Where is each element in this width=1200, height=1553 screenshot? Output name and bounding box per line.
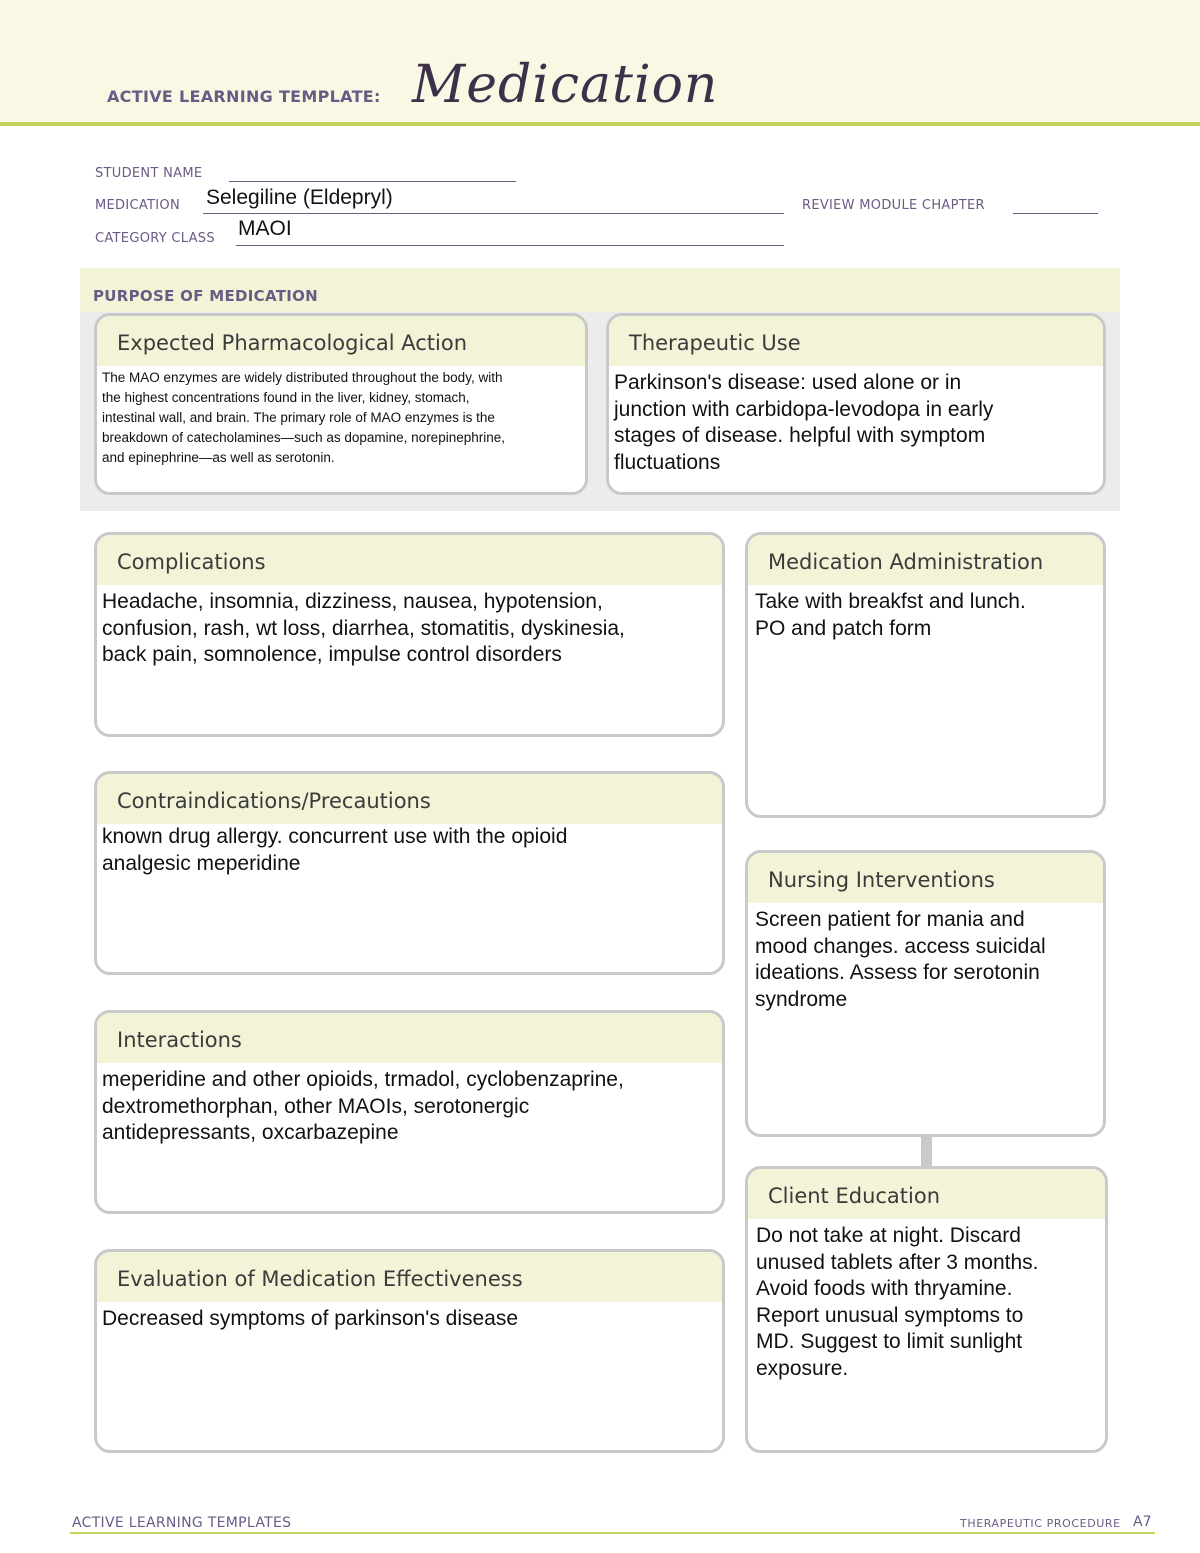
student-name-label: STUDENT NAME: [95, 166, 203, 181]
expected-action-card: [94, 313, 588, 495]
nursing-text[interactable]: Screen patient for mania and mood changes. access suicidal ideations. Assess for serotonin syndrome: [755, 908, 1046, 1011]
complications-title: Complications: [97, 535, 722, 585]
evaluation-title: Evaluation of Medication Effectiveness: [97, 1252, 722, 1302]
category-class-label: CATEGORY CLASS: [95, 231, 215, 246]
medication-value: Selegiline (Eldepryl): [206, 186, 393, 209]
interactions-card: [94, 1010, 725, 1214]
administration-card: [745, 532, 1106, 818]
nursing-title: Nursing Interventions: [748, 853, 1103, 903]
evaluation-text[interactable]: Decreased symptoms of parkinson's disease: [102, 1307, 519, 1330]
administration-title: Medication Administration: [748, 535, 1103, 585]
review-module-label: REVIEW MODULE CHAPTER: [802, 198, 985, 213]
complications-text[interactable]: Headache, insomnia, dizziness, nausea, hypotension, confusion, rash, wt loss, diarrhea, stomatitis, dyskinesia, back pain, somnolence, impulse control disorders: [102, 590, 625, 666]
template-label: ACTIVE LEARNING TEMPLATE:: [107, 87, 381, 106]
interactions-text[interactable]: meperidine and other opioids, trmadol, cyclobenzaprine, dextromethorphan, other MAOIs, serotonergic antidepressants, oxcarbazepine: [102, 1068, 624, 1144]
therapeutic-use-text[interactable]: Parkinson's disease: used alone or in junction with carbidopa-levodopa in early stages of disease. helpful with symptom fluctuations: [614, 371, 994, 474]
client-education-card: [745, 1166, 1108, 1453]
contraindications-title: Contraindications/Precautions: [97, 774, 722, 824]
contraindications-card: [94, 771, 725, 975]
review-module-field[interactable]: [1013, 213, 1098, 214]
header-divider: [0, 122, 1200, 126]
therapeutic-use-title: Therapeutic Use: [609, 316, 1103, 366]
expected-action-text[interactable]: The MAO enzymes are widely distributed throughout the body, with the highest concentrations found in the liver, kidney, stomach, intestinal wall, and brain. The primary role of MAO enzymes is the breakdown of catecholamines—such as dopamine, norepinephrine, and epinephrine—as well as serotonin.: [102, 370, 505, 465]
nursing-card: [745, 850, 1106, 1137]
complications-card: [94, 532, 725, 737]
section-connector: [921, 1135, 932, 1166]
medication-label: MEDICATION: [95, 198, 180, 213]
page-number: A7: [1133, 1514, 1152, 1530]
footer-left-label: ACTIVE LEARNING TEMPLATES: [72, 1515, 292, 1531]
expected-action-title: Expected Pharmacological Action: [97, 316, 585, 366]
template-title: Medication: [412, 55, 719, 115]
contraindications-text[interactable]: known drug allergy. concurrent use with the opioid analgesic meperidine: [102, 825, 568, 875]
footer-divider: [70, 1532, 1155, 1534]
evaluation-card: [94, 1249, 725, 1453]
category-class-value: MAOI: [238, 217, 292, 240]
administration-text[interactable]: Take with breakfst and lunch. PO and patch form: [755, 590, 1026, 640]
client-education-text[interactable]: Do not take at night. Discard unused tablets after 3 months. Avoid foods with thryamine. Report unusual symptoms to MD. Suggest to limit sunlight exposure.: [756, 1224, 1039, 1380]
interactions-title: Interactions: [97, 1013, 722, 1063]
footer-right-label: THERAPEUTIC PROCEDURE: [960, 1517, 1121, 1530]
student-name-field[interactable]: [229, 181, 516, 182]
therapeutic-use-card: [606, 313, 1106, 495]
category-class-field[interactable]: [236, 245, 784, 246]
client-education-title: Client Education: [748, 1169, 1105, 1219]
medication-field[interactable]: [203, 213, 784, 214]
purpose-label: PURPOSE OF MEDICATION: [93, 287, 319, 305]
